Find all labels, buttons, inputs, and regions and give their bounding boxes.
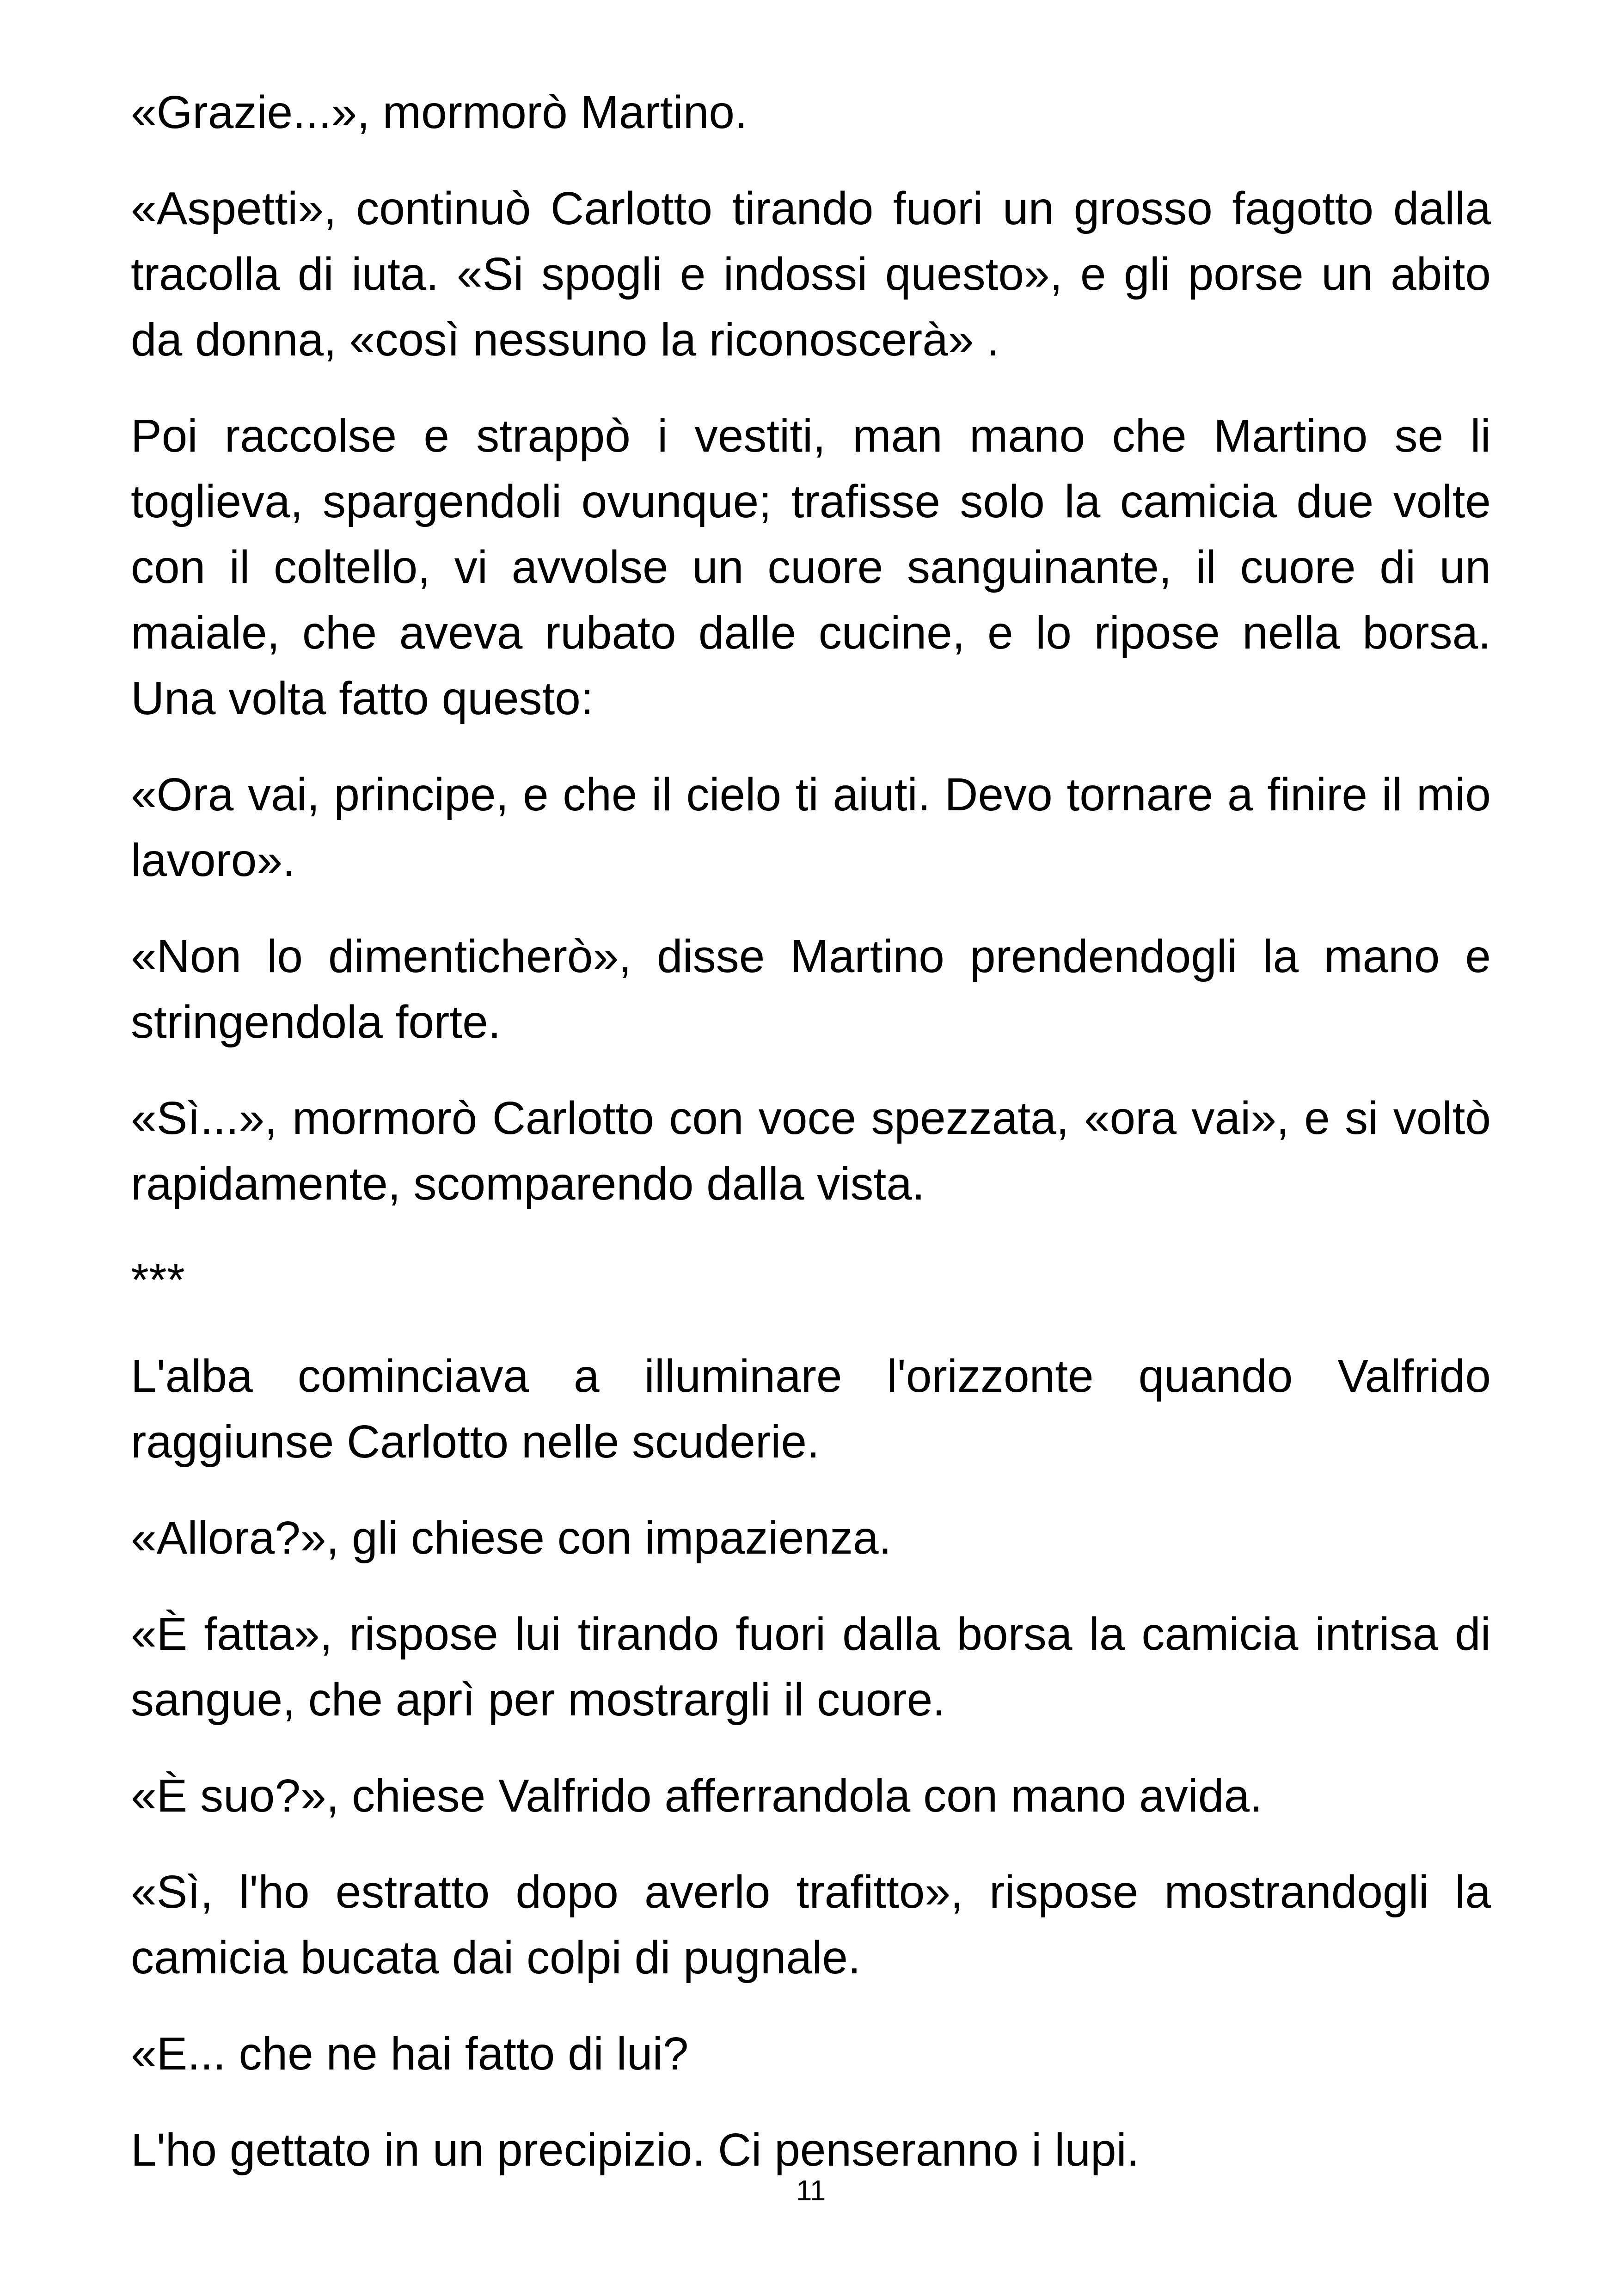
paragraph: «Grazie...», mormorò Martino. [131,86,748,138]
paragraph: «Allora?», gli chiese con impazienza. [131,1512,892,1564]
paragraph: L'ho gettato in un precipizio. Ci penseranno i lupi. [131,2124,1140,2176]
paragraph: L'alba cominciava a illuminare l'orizzonte quando Valfrido raggiunse Carlotto nelle scuderie. [131,1350,1491,1468]
book-page [131,0,1491,2296]
page-number: 11 [796,2175,826,2207]
paragraph: Poi raccolse e strappò i vestiti, man mano che Martino se li toglieva, spargendoli ovunque; trafisse solo la camicia due volte con il coltello, vi avvolse un cuore sanguinante, il cuore di un maiale, che aveva rubato dalle cucine, e lo ripose nella borsa. Una volta fatto questo: [131,410,1491,724]
paragraph: «Aspetti», continuò Carlotto tirando fuori un grosso fagotto dalla tracolla di iuta. «Si spogli e indossi questo», e gli porse un abito da donna, «così nessuno la riconoscerà» . [131,183,1491,366]
paragraph: «Sì...», mormorò Carlotto con voce spezzata, «ora vai», e si voltò rapidamente, scomparendo dalla vista. [131,1092,1491,1210]
paragraph: «È fatta», rispose lui tirando fuori dalla borsa la camicia intrisa di sangue, che aprì per mostrargli il cuore. [131,1608,1491,1726]
paragraph: «È suo?», chiese Valfrido afferrandola con mano avida. [131,1770,1263,1822]
paragraph: «Sì, l'ho estratto dopo averlo trafitto», rispose mostrandogli la camicia bucata dai colpi di pugnale. [131,1866,1491,1984]
paragraph: «Non lo dimenticherò», disse Martino prendendogli la mano e stringendola forte. [131,931,1491,1048]
paragraph: «E... che ne hai fatto di lui? [131,2028,689,2080]
body-text [131,80,1491,2213]
paragraph: «Ora vai, principe, e che il cielo ti aiuti. Devo tornare a finire il mio lavoro». [131,769,1491,886]
scene-break: *** [131,1254,185,1306]
